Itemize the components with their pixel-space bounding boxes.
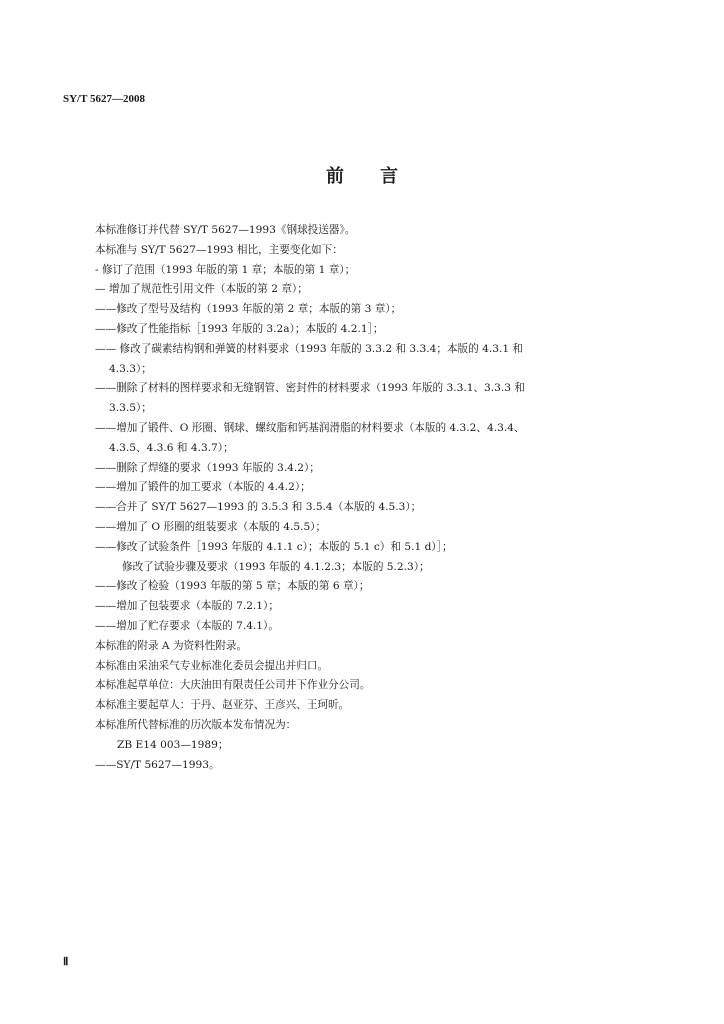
page-number: Ⅱ (63, 956, 69, 968)
text-line: —— 修改了碳素结构钢和弹簧的材料要求（1993 年版的 3.3.2 和 3.3.4；本版的 4.3.1 和 (95, 342, 524, 355)
text-line: ——修改了检验（1993 年版的第 5 章；本版的第 6 章）； (95, 580, 370, 593)
text-line: ——增加了锻件、O 形圈、钢球、螺纹脂和钙基润滑脂的材料要求（本版的 4.3.2、4.3.4、 (95, 421, 525, 434)
text-line: ZB E14 003—1989； (117, 738, 229, 751)
text-line: 本标准由采油采气专业标准化委员会提出并归口。 (95, 659, 329, 672)
body-text (95, 221, 640, 775)
text-line: ——修改了性能指标［1993 年版的 3.2a）；本版的 4.2.1］； (95, 322, 384, 335)
text-line: 本标准修订并代替 SY/T 5627—1993《钢球投送器》。 (95, 224, 356, 236)
text-line: — 增加了规范性引用文件（本版的第 2 章）； (95, 283, 308, 296)
text-line: - 修订了范围（1993 年版的第 1 章；本版的第 1 章）； (95, 263, 356, 276)
page-title: 前言 (326, 166, 434, 187)
text-line: ——增加了包装要求（本版的 7.2.1）； (95, 600, 279, 613)
text-line: ——删除了焊缝的要求（1993 年版的 3.4.2）； (95, 461, 320, 474)
text-line: ——SY/T 5627—1993。 (95, 758, 220, 771)
text-line: ——合并了 SY/T 5627—1993 的 3.5.3 和 3.5.4（本版的 4.5.3）； (95, 501, 422, 514)
text-line: ——增加了贮存要求（本版的 7.4.1）。 (95, 619, 279, 632)
text-line: 本标准所代替标准的历次版本发布情况为： (95, 718, 297, 731)
text-line: 3.3.5）； (109, 402, 152, 415)
text-line: ——增加了锻件的加工要求（本版的 4.4.2）； (95, 481, 311, 494)
text-line: 本标准起草单位：大庆油田有限责任公司井下作业分公司。 (95, 679, 371, 692)
text-line: ——删除了材料的图样要求和无缝钢管、密封件的材料要求（1993 年版的 3.3.1、3.3.3 和 (95, 382, 525, 395)
text-line: ——增加了 O 形圈的组装要求（本版的 4.5.5）； (95, 520, 327, 533)
text-line: 修改了试验步骤及要求（1993 年版的 4.1.2.3；本版的 5.2.3）； (122, 560, 430, 573)
document-code: SY/T 5627—2008 (63, 93, 146, 105)
text-line: ——修改了试验条件［1993 年版的 4.1.1 c）；本版的 5.1 c）和 5.1 d）］； (95, 540, 453, 553)
text-line: ——修改了型号及结构（1993 年版的第 2 章；本版的第 3 章）； (95, 303, 402, 316)
text-line: 本标准主要起草人：于丹、赵亚芬、王彦兴、王珂昕。 (95, 699, 350, 712)
text-line: 本标准与 SY/T 5627—1993 相比，主要变化如下： (95, 243, 343, 256)
text-line: 4.3.3）； (109, 362, 152, 375)
text-line: 4.3.5、4.3.6 和 4.3.7）； (109, 441, 234, 454)
text-line: 本标准的附录 A 为资料性附录。 (95, 639, 248, 652)
